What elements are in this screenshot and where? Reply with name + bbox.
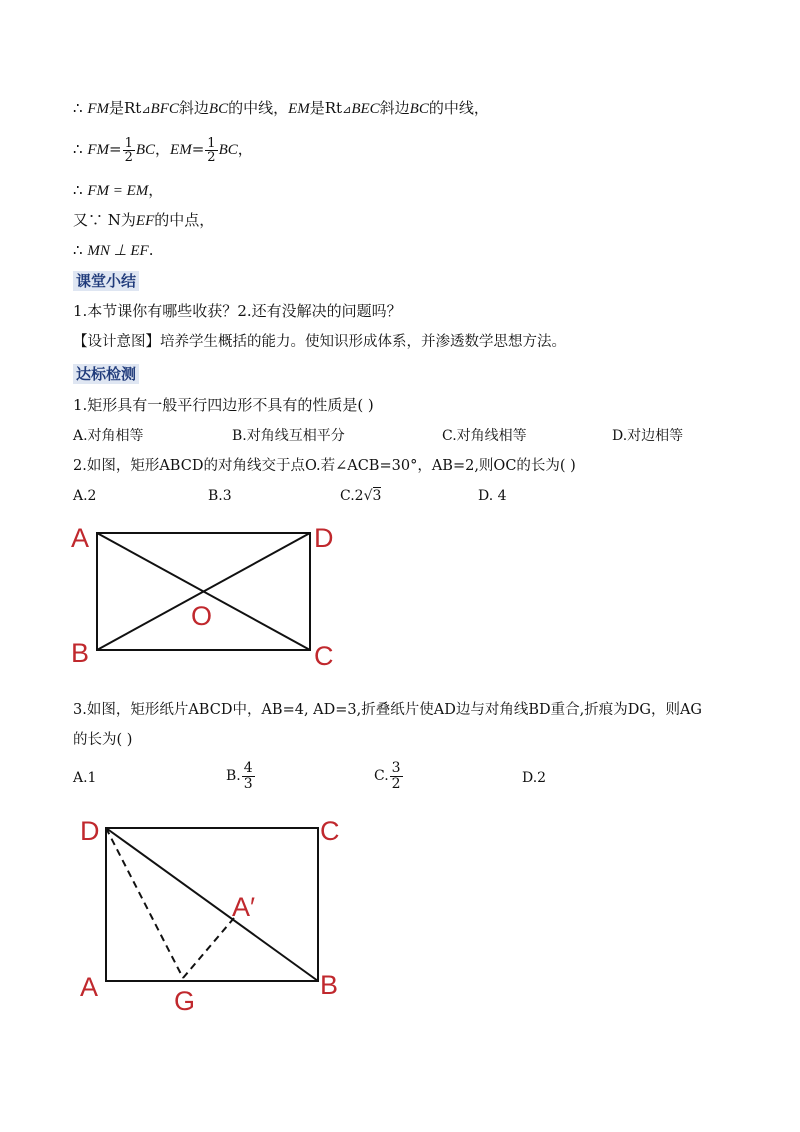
q2-rectangle-figure [60, 515, 360, 675]
q3-option-a: A.1 [73, 770, 97, 786]
q3-fold-figure [70, 808, 360, 1018]
segment-em: EM [170, 142, 192, 158]
vertex-label-d: D [314, 523, 334, 553]
q1-option-b: B.对角线互相平分 [232, 428, 345, 444]
text: 斜边 [178, 99, 209, 117]
denominator: 2 [207, 149, 216, 165]
text: 的中点， [154, 211, 215, 229]
text: 斜边 [379, 99, 410, 117]
q3-stem-line-1: 3.如图，矩形纸片ABCD中，AB=4, AD=3,折叠纸片使AD边与对角线BD重合,折痕为DG，则AG [73, 702, 702, 718]
crease-dg [106, 828, 183, 978]
design-intent: 【设计意图】培养学生概括的能力。使知识形成体系，并渗透数学思想方法。 [73, 334, 566, 350]
fraction-half [205, 137, 217, 164]
option-label: C. [374, 768, 389, 784]
triangle-symbol: ⊿ [141, 103, 151, 116]
q2-option-b: B.3 [208, 488, 232, 504]
segment-bc: BC [218, 142, 238, 158]
fraction-3-2 [390, 761, 403, 792]
option-label: C.2 [340, 488, 364, 504]
proof-line-3 [73, 180, 163, 201]
segment-ga-prime [183, 918, 234, 978]
point-label-a-prime: A′ [232, 892, 256, 922]
q2-option-d: D. 4 [478, 488, 507, 504]
q3-option-b [226, 758, 256, 794]
sqrt-symbol: √ [363, 488, 373, 504]
therefore-symbol: ∴ [73, 241, 83, 259]
numerator: 1 [124, 135, 133, 151]
denominator: 3 [243, 775, 253, 792]
summary-question: 1.本节课你有哪些收获？2.还有没解决的问题吗？ [73, 302, 402, 320]
text: 的中线， [428, 99, 489, 117]
denominator: 2 [124, 149, 133, 165]
q1-stem: 1.矩形具有一般平行四边形不具有的性质是( ) [73, 396, 374, 414]
diagonal-db [106, 828, 318, 981]
vertex-label-d: D [80, 816, 100, 846]
section-heading-summary: 课堂小结 [73, 271, 139, 291]
q1-option-c: C.对角线相等 [442, 428, 527, 444]
conclusion-mn-perp-ef: MN ⊥ EF [87, 243, 149, 259]
equation-fm-em: FM = EM [87, 183, 149, 199]
vertex-label-a: A [80, 972, 99, 1002]
vertex-label-c: C [320, 816, 340, 846]
triangle-bfc: BFC [150, 101, 179, 117]
equals: = [109, 140, 122, 158]
fraction-half [123, 137, 135, 164]
therefore-symbol: ∴ [73, 99, 83, 117]
fraction-4-3 [242, 761, 255, 792]
vertex-label-b: B [320, 970, 339, 1000]
proof-line-2 [73, 135, 253, 164]
comma: ， [155, 140, 171, 158]
q3-option-c [374, 758, 404, 794]
segment-bc: BC [409, 101, 429, 117]
option-label: B. [226, 768, 241, 784]
radicand: 3 [372, 488, 382, 504]
text: 是Rt [109, 99, 142, 117]
denominator: 2 [391, 775, 401, 792]
segment-bc: BC [135, 142, 156, 158]
q3-option-d: D.2 [522, 770, 547, 786]
segment-em: EM [288, 101, 310, 117]
text: 是Rt [309, 99, 343, 117]
segment-fm: FM [87, 101, 109, 117]
therefore-symbol: ∴ [73, 181, 83, 199]
q1-option-a: A.对角相等 [73, 428, 144, 444]
segment-ef: EF [135, 213, 155, 229]
point-label-g: G [174, 986, 196, 1016]
therefore-symbol: ∴ [73, 140, 83, 158]
vertex-label-c: C [314, 641, 334, 671]
q3-stem-line-2: 的长为( ) [73, 732, 133, 748]
comma: ， [148, 181, 164, 199]
equals: = [191, 140, 205, 158]
triangle-symbol: ⊿ [342, 103, 352, 116]
text: 又∵ N为 [73, 211, 136, 229]
vertex-label-a: A [71, 523, 90, 553]
proof-line-4 [73, 210, 214, 231]
q1-option-d: D.对边相等 [612, 428, 684, 444]
q2-stem: 2.如图，矩形ABCD的对角线交于点O.若∠ACB=30°，AB=2,则OC的长为( ) [73, 458, 576, 474]
point-label-o: O [191, 601, 213, 631]
text: 的中线， [228, 99, 289, 117]
q2-option-a: A.2 [73, 488, 97, 504]
triangle-bec: BEC [351, 101, 380, 117]
period: . [148, 241, 154, 259]
section-heading-test: 达标检测 [73, 364, 139, 384]
q2-option-c [340, 486, 381, 506]
segment-bc: BC [208, 101, 229, 117]
numerator: 3 [391, 759, 401, 776]
vertex-label-b: B [71, 638, 90, 668]
comma: ， [237, 140, 253, 158]
numerator: 1 [207, 135, 216, 151]
proof-line-5 [73, 240, 154, 261]
numerator: 4 [243, 759, 253, 776]
segment-fm: FM [87, 142, 109, 158]
proof-line-1 [73, 98, 489, 120]
